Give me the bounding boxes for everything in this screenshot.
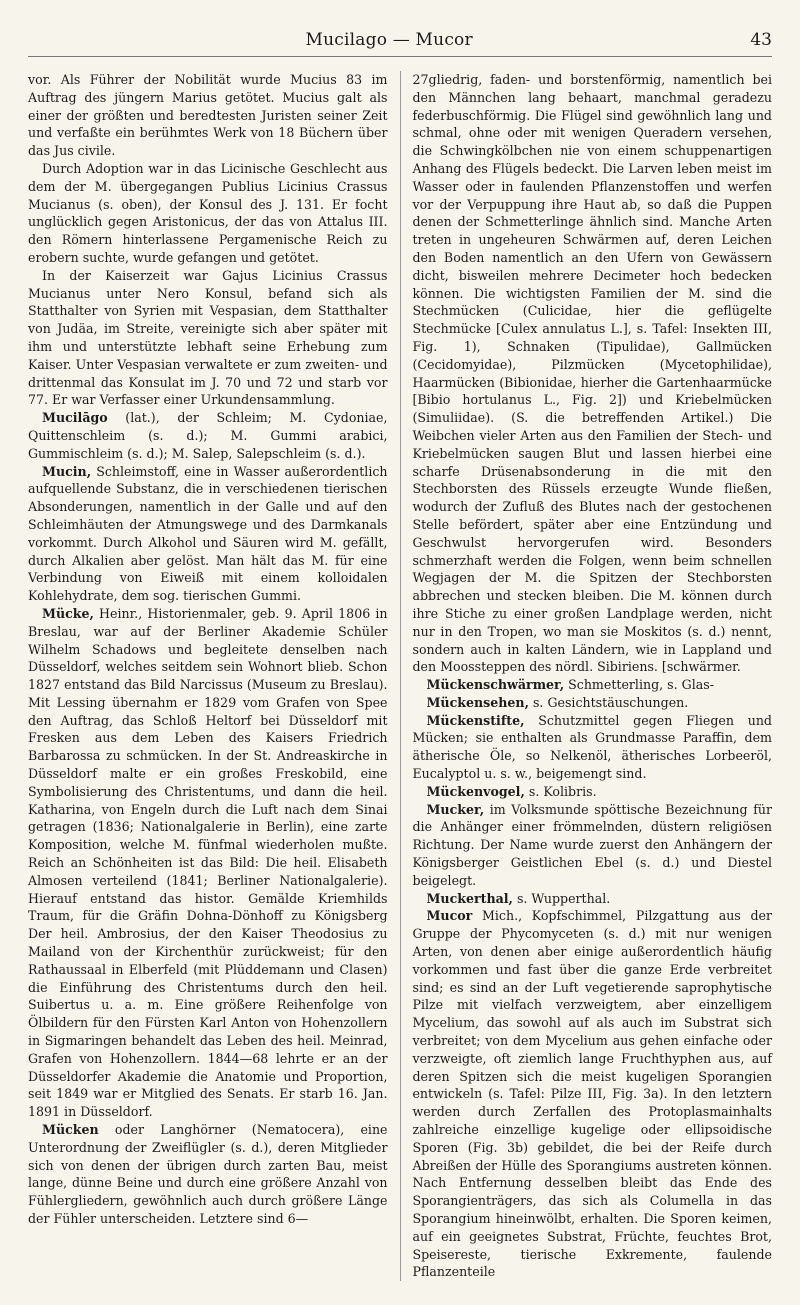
entry-paragraph	[28, 267, 388, 409]
entry-paragraph	[412, 694, 772, 712]
entry-text: Durch Adoption war in das Licinische Geschlecht aus dem der M. übergegangen Publius Licinius Crassus Mucianus (s. oben), der Konsul des J. 131. Er focht unglücklich gegen Aristonicus, der das von Attalus III. den Römern hinterlassene Pergamenische Reich zu erobern suchte, wurde gefangen und getötet.	[28, 160, 388, 265]
entry-text: im Volksmunde spöttische Bezeichnung für die Anhänger einer frömmelnden, düstern religiösen Richtung. Der Name wurde zuerst den Anhängern der Königsberger Geistlichen Ebel (s. d.) und Diestel beigelegt.	[412, 801, 772, 888]
entry-text: Schutzmittel gegen Fliegen und Mücken; sie enthalten als Grundmasse Paraffin, dem ätherische Öle, so Nelkenöl, ätherisches Lorbeeröl, Eucalyptol u. s. w., beigemengt sind.	[412, 712, 772, 782]
entry-headword: Mucin,	[42, 463, 92, 479]
right-column	[412, 71, 772, 1281]
entry-paragraph	[412, 890, 772, 908]
entry-paragraph	[412, 783, 772, 801]
entry-headword: Mückenvogel,	[426, 783, 525, 799]
entry-headword: Mücken	[42, 1122, 99, 1138]
column-divider	[400, 71, 401, 1281]
entry-text: s. Gesichtstäuschungen.	[528, 694, 689, 710]
entry-headword: Mückenstifte,	[426, 712, 525, 728]
running-title: Mucilago — Mucor	[305, 30, 473, 50]
entry-paragraph	[28, 605, 388, 1121]
entry-paragraph	[412, 712, 772, 783]
entry-text: 27gliedrig, faden- und borstenförmig, namentlich bei den Männchen lang behaart, manchmal geradezu federbuschförmig. Die Flügel sind gewöhnlich lang und schmal, ohne oder mit wenigen Queradern versehen, die Schwingkölbchen nie von einem schuppenartigen Anhang des Flügels bedeckt. Die Larven leben meist im Wasser oder in faulenden Pflanzenstoffen und werfen vor der Verpuppung ihre Haut ab, so daß die Puppen denen der Schmetterlinge ähnlich sind. Manche Arten treten in ungeheuren Schwärmen auf, deren Leichen den Boden namentlich an den Ufern von Gewässern dicht, bisweilen mehrere Decimeter hoch bedecken können. Die wichtigsten Familien der M. sind die Stechmücken (Culicidae, hier die geflügelte Stechmücke [Culex annulatus L.], s. Tafel: Insekten III, Fig. 1), Schnaken (Tipulidae), Gallmücken (Cecidomyidae), Pilzmücken (Mycetophilidae), Haarmücken (Bibionidae, hierher die Gartenhaarmücke [Bibio hortulanus L., Fig. 2]) und Kriebelmücken (Simuliidae). (S. die betreffenden Artikel.) Die Weibchen vieler Arten aus den Familien der Stech- und Kriebelmücken saugen Blut und lassen hierbei eine scharfe Drüsenabsonderung in die mit den Stechborsten des Rüssels erzeugte Wunde fließen, wodurch der Zufluß des Blutes nach der gestochenen Stelle befördert, später aber eine Entzündung und Geschwulst hervorgerufen wird. Besonders schmerzhaft werden die Folgen, wenn beim schnellen Wegjagen der M. die Spitzen der Stechborsten abbrechen und stecken bleiben. Die M. können durch ihre Stiche zu einer großen Landplage werden, nicht nur in den Tropen, wo man sie Moskitos (s. d.) nennt, sondern auch in kalten Ländern, wie in Lappland und den Moossteppen des nördl. Sibiriens. [schwärmer.	[412, 72, 772, 675]
entry-text: In der Kaiserzeit war Gajus Licinius Crassus Mucianus unter Nero Konsul, befand sich als Statthalter von Syrien mit Vespasian, dem Statthalter von Judäa, im Streite, vereinigte sich aber später mit ihm und unterstützte lebhaft seine Erhebung zum Kaiser. Unter Vespasian verwaltete er zum zweiten- und drittenmal das Konsulat im J. 70 und 72 und starb vor 77. Er war Verfasser einer Urkundensammlung.	[28, 267, 388, 408]
entry-paragraph	[28, 71, 388, 160]
text-columns	[28, 71, 772, 1281]
entry-paragraph	[28, 1121, 388, 1228]
page-number: 43	[750, 30, 772, 50]
entry-paragraph	[412, 801, 772, 890]
entry-text: (lat.), der Schleim; M. Cydoniae, Quittenschleim (s. d.); M. Gummi arabici, Gummischleim (s. d.); M. Salep, Salepschleim (s. d.).	[28, 410, 388, 461]
entry-text: Heinr., Historienmaler, geb. 9. April 1806 in Breslau, war auf der Berliner Akademie Schüler Wilhelm Schadows und begleitete denselben nach Düsseldorf, welches seitdem sein Wohnort blieb. Schon 1827 entstand das Bild Narcissus (Museum zu Breslau). Mit Lessing übernahm er 1829 vom Grafen von Spee den Auftrag, das Schloß Heltorf bei Düsseldorf mit Fresken aus dem Leben des Kaisers Friedrich Barbarossa zu schmücken. In der St. Andreaskirche in Düsseldorf malte er ein großes Freskobild, eine Symbolisierung des Christentums, und dann die heil. Katharina, von Engeln durch die Luft nach dem Sinai getragen (1836; Nationalgalerie in Berlin), eine zarte Komposition, welche M. fünfmal wiederholen mußte. Reich an Schönheiten ist das Bild: Die heil. Elisabeth Almosen verteilend (1841; Berliner Nationalgalerie). Hierauf entstand das histor. Gemälde Kriemhilds Traum, für die Gräfin Dohna-Dönhoff zu Königsberg Der heil. Ambrosius, der den Kaiser Theodosius zu Mailand von der Kirchenthür zurückweist; für den Rathaussaal in Elberfeld (mit Plüddemann und Clasen) die Einführung des Christentums durch den heil. Suibertus u. a. m. Eine größere Reihenfolge von Ölbildern für den Fürsten Karl Anton von Hohenzollern in Sigmaringen behandelt das Leben des heil. Meinrad, Grafen von Hohenzollern. 1844—68 lehrte er an der Düsseldorfer Akademie die Anatomie und Proportion, seit 1849 war er Mitglied des Senats. Er starb 16. Jan. 1891 in Düsseldorf.	[28, 605, 388, 1120]
entry-paragraph	[412, 907, 772, 1281]
entry-text: Schmetterling, s. Glas-	[564, 677, 714, 693]
entry-paragraph	[412, 676, 772, 694]
entry-text: s. Wupperthal.	[512, 890, 611, 906]
entry-headword: Mücke,	[42, 605, 94, 621]
entry-text: s. Kolibris.	[524, 783, 597, 799]
left-column	[28, 71, 388, 1281]
entry-text: Schleimstoff, eine in Wasser außerordentlich aufquellende Substanz, die in verschiedenen tierischen Absonderungen, namentlich in der Galle und auf den Schleimhäuten der Atmungswege und des Darmkanals vorkommt. Durch Alkohol und Säuren wird M. gefällt, durch Alkalien aber gelöst. Man hält das M. für eine Verbindung von Eiweiß mit einem kolloidalen Kohlehydrate, dem sog. tierischen Gummi.	[28, 463, 388, 604]
entry-headword: Mucor	[426, 908, 473, 924]
entry-paragraph	[412, 71, 772, 676]
entry-headword: Muckerthal,	[426, 890, 513, 906]
entry-text: Mich., Kopfschimmel, Pilzgattung aus der Gruppe der Phycomyceten (s. d.) mit nur wenigen Arten, von denen aber einige außerordentlich häufig vorkommen und fast über die ganze Erde verbreitet sind; es sind an der Luft vegetierende saprophytische Pilze mit vielfach verzweigtem, aber einzelligem Mycelium, das sowohl auf als auch im Substrat sich verbreitet; von dem Mycelium aus gehen einfache oder verzweigte, oft ziemlich lange Fruchthyphen aus, auf deren Spitzen sich die meist kugeligen Sporangien entwickeln (s. Tafel: Pilze III, Fig. 3a). In den letztern werden durch Zerfallen des Protoplasmainhalts zahlreiche einzellige kugelige oder ellipsoidische Sporen (Fig. 3b) gebildet, die bei der Reife durch Abreißen der Hülle des Sporangiums austreten können. Nach Entfernung desselben bleibt das Ende des Sporangienträgers, das sich als Columella in das Sporangium hineinwölbt, erhalten. Die Sporen keimen, auf ein geeignetes Substrat, Früchte, feuchtes Brot, Speisereste, tierische Exkremente, faulende Pflanzenteile	[412, 908, 772, 1280]
entry-paragraph	[28, 463, 388, 605]
entry-paragraph	[28, 160, 388, 267]
entry-text: vor. Als Führer der Nobilität wurde Mucius 83 im Auftrag des jüngern Marius getötet. Mucius galt als einer der größten und beredtesten Juristen seiner Zeit und verfaßte ein berühmtes Werk von 18 Büchern über das Jus civile.	[28, 72, 388, 159]
entry-headword: Mückensehen,	[426, 694, 529, 710]
page-header	[28, 30, 772, 57]
entry-headword: Mucker,	[426, 801, 485, 817]
entry-headword: Mückenschwärmer,	[426, 677, 565, 693]
entry-headword: Mucilāgo	[42, 410, 108, 426]
entry-paragraph	[28, 409, 388, 462]
entry-text: oder Langhörner (Nematocera), eine Unterordnung der Zweiflügler (s. d.), deren Mitglieder sich von denen der übrigen durch zarten Bau, meist lange, dünne Beine und durch eine größere Anzahl von Fühlergliedern, gewöhnlich auch durch größere Länge der Fühler unterscheiden. Letztere sind 6—	[28, 1122, 388, 1226]
